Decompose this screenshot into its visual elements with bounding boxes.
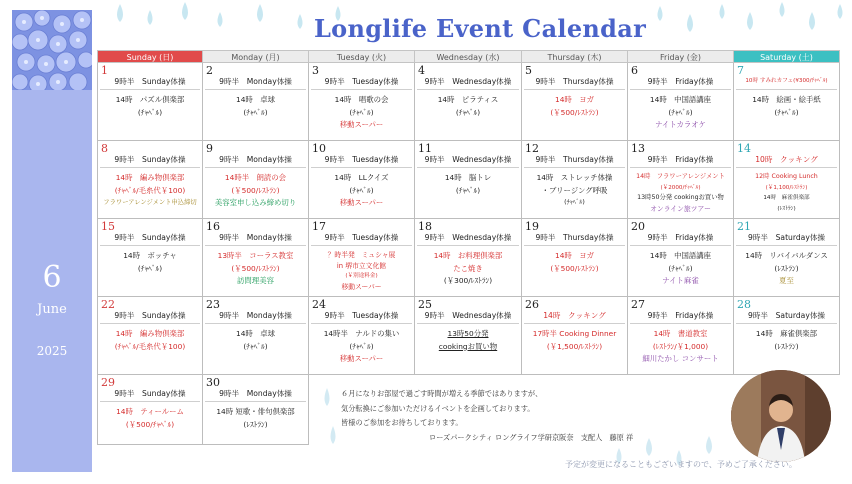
manager-message: [341, 387, 633, 445]
event-line: フラワーアレンジメント申込締切: [103, 199, 197, 206]
event-line: (ﾁｬﾍﾞﾙ): [564, 199, 585, 206]
side-day: 6: [42, 260, 62, 295]
afternoon-events: [417, 94, 519, 119]
event-line: in 堺市立文化館: [336, 261, 387, 270]
day-cell: [97, 375, 203, 445]
event-line: (ﾚｽﾄﾗﾝ): [243, 419, 268, 429]
day-cell: [97, 141, 203, 219]
day-number: 18: [418, 220, 432, 233]
afternoon-events: [311, 250, 412, 292]
message-line: ６月になりお部屋で過ごす時間が増える季節ではありますが、: [341, 389, 543, 398]
divider: [524, 167, 625, 168]
event-line: 14時 お料理倶楽部: [433, 251, 503, 260]
side-year: 2025: [36, 344, 68, 358]
afternoon-events: [524, 328, 625, 353]
divider: [630, 323, 731, 324]
event-line: 14時 ヨガ: [555, 95, 594, 104]
day-cell: [734, 297, 840, 375]
morning-event: 9時半 Tuesday体操: [324, 77, 399, 86]
divider: [205, 401, 306, 402]
event-line: (￥500/ﾚｽﾄﾗﾝ): [231, 263, 280, 273]
event-line: 14時 編み物倶楽部: [115, 329, 185, 338]
event-line: 14時 絵画・絵手紙: [752, 95, 821, 104]
divider: [311, 167, 412, 168]
day-number: 23: [206, 298, 220, 311]
afternoon-events: [417, 172, 519, 197]
afternoon-events: [417, 328, 519, 353]
day-cell: [628, 63, 734, 141]
divider: [311, 89, 412, 90]
message-line: 気分転換にご参加いただけるイベントを企画しております。: [341, 403, 535, 413]
day-cell: [97, 219, 203, 297]
event-line: (￥500/ﾚｽﾄﾗﾝ): [550, 107, 599, 117]
morning-event: 9時半 Sunday体操: [114, 389, 186, 398]
morning-event: 9時半 Tuesday体操: [324, 311, 399, 320]
day-cell: [203, 63, 309, 141]
event-line: (ﾁｬﾍﾞﾙ): [349, 185, 374, 195]
divider: [205, 89, 306, 90]
event-line: ？時半発 ミュシャ展: [327, 251, 396, 259]
day-cell: [734, 141, 840, 219]
divider: [524, 323, 625, 324]
day-number: 8: [101, 142, 108, 155]
divider: [311, 323, 412, 324]
day-number: 29: [101, 376, 115, 389]
message-area: [319, 378, 740, 470]
morning-event: 14時 クッキング: [543, 311, 606, 320]
day-cell: [628, 141, 734, 219]
afternoon-events: [417, 250, 519, 288]
day-number: 16: [206, 220, 220, 233]
weekday-label: Thursday (木): [522, 50, 628, 63]
morning-event: 9時半 Tuesday体操: [324, 233, 399, 242]
day-number: 24: [312, 298, 326, 311]
day-cell: [415, 297, 522, 375]
morning-event: 9時半 Monday体操: [219, 233, 292, 242]
event-line: (ﾁｬﾍﾞﾙ): [137, 263, 163, 273]
divider: [417, 167, 519, 168]
day-cell: [97, 297, 203, 375]
event-line: (￥1,100/ﾚｽﾄﾗﾝ): [765, 184, 808, 191]
message-signature: ローズパークシティ ロングライフ学研京阪奈 支配人 藤原 祥: [429, 432, 634, 442]
day-cell: [415, 219, 522, 297]
day-number: 10: [312, 142, 326, 155]
afternoon-events: [630, 250, 731, 288]
day-cell: [309, 297, 415, 375]
divider: [417, 89, 519, 90]
afternoon-events: [736, 172, 837, 214]
event-line: 14時 パズル倶楽部: [115, 95, 185, 104]
afternoon-events: [205, 172, 306, 210]
afternoon-events: [736, 250, 837, 288]
event-line: ・ブリージング呼吸: [541, 185, 608, 195]
event-line: ナイトカラオケ: [655, 120, 706, 129]
day-number: 11: [418, 142, 432, 155]
event-line: (ﾁｬﾍﾞﾙ): [349, 341, 374, 351]
event-line: 14時 LLクイズ: [334, 173, 389, 182]
event-line: (￥500/ﾚｽﾄﾗﾝ): [231, 185, 280, 195]
hydrangea-image: [12, 10, 92, 90]
day-cell: [203, 297, 309, 375]
afternoon-events: [630, 328, 731, 366]
event-line: 移動スーパー: [339, 120, 384, 129]
morning-event: 9時半 Wednesday体操: [424, 77, 512, 86]
divider: [417, 245, 519, 246]
afternoon-events: [205, 406, 306, 431]
weekday-label: Wednesday (水): [415, 50, 522, 63]
event-line: 14時 ピラティス: [437, 95, 499, 104]
day-number: 26: [525, 298, 539, 311]
event-line: オンライン旅ツアー: [650, 204, 711, 213]
morning-event: 9時半 Saturday体操: [747, 311, 826, 320]
morning-event: 9時半 Wednesday体操: [424, 233, 512, 242]
morning-event: 9時半 Friday体操: [647, 233, 714, 242]
day-number: 22: [101, 298, 115, 311]
day-cell: [309, 219, 415, 297]
event-line: 12時 Cooking Lunch: [755, 173, 818, 180]
weekday-label: Monday (月): [203, 50, 309, 63]
event-line: (￥1,500/ﾚｽﾄﾗﾝ): [546, 341, 603, 351]
afternoon-events: [205, 250, 306, 288]
morning-event: 9時半 Monday体操: [219, 389, 292, 398]
morning-event: 9時半 Sunday体操: [114, 233, 186, 242]
day-cell: [203, 375, 309, 445]
morning-event: 9時半 Sunday体操: [114, 311, 186, 320]
divider: [736, 323, 837, 324]
day-cell: [309, 63, 415, 141]
side-panel: [12, 10, 92, 472]
event-line: (ﾁｬﾍﾞﾙ): [668, 263, 693, 273]
event-line: 14時半 ナルドの集い: [323, 329, 400, 338]
day-number: 15: [101, 220, 115, 233]
morning-event: 9時半 Wednesday体操: [424, 155, 512, 164]
event-line: 13時50分発: [447, 329, 489, 338]
morning-event: 9時半 Thursday体操: [535, 233, 614, 242]
day-number: 27: [631, 298, 645, 311]
morning-event: 9時半 Friday体操: [647, 311, 714, 320]
divider: [736, 167, 837, 168]
day-cell: [415, 63, 522, 141]
event-line: 14時 中国語講座: [649, 251, 712, 260]
divider: [100, 89, 200, 90]
divider: [100, 401, 200, 402]
side-month: June: [37, 302, 67, 317]
event-line: 14時 ティールーム: [116, 407, 184, 416]
day-number: 4: [418, 64, 425, 77]
event-line: 移動スーパー: [339, 354, 384, 363]
afternoon-events: [100, 172, 200, 210]
day-cell: [522, 297, 628, 375]
morning-event: 9時半 Friday体操: [647, 155, 714, 164]
day-number: 6: [631, 64, 638, 77]
event-line: cookingお買い物: [438, 341, 498, 351]
divider: [736, 89, 837, 90]
divider: [205, 323, 306, 324]
event-line: (ﾁｬﾍﾞﾙ): [455, 185, 481, 195]
afternoon-events: [736, 328, 837, 353]
day-number: 14: [737, 142, 751, 155]
event-line: 17時半 Cooking Dinner: [532, 329, 617, 338]
day-cell: [522, 219, 628, 297]
day-number: 7: [737, 64, 744, 77]
event-line: 14時 ボッチャ: [123, 251, 177, 260]
event-line: 14時 ストレッチ体操: [536, 173, 613, 182]
event-line: (ﾁｬﾍﾞﾙ): [349, 107, 374, 117]
day-cell: [522, 63, 628, 141]
day-number: 1: [101, 64, 108, 77]
day-number: 2: [206, 64, 213, 77]
afternoon-events: [524, 250, 625, 275]
day-cell: [734, 219, 840, 297]
footer-note: 予定が変更になることもございますので、予めご了承ください。: [565, 460, 797, 469]
morning-event: 9時半 Wednesday体操: [424, 311, 512, 320]
day-number: 19: [525, 220, 539, 233]
morning-event: 9時半 Tuesday体操: [324, 155, 399, 164]
event-line: 14時 ヨガ: [555, 251, 594, 260]
event-line: (ﾚｽﾄﾗﾝ/￥1,000): [652, 341, 709, 351]
event-line: 14時半 朗読の会: [224, 173, 287, 182]
afternoon-events: [100, 406, 200, 431]
day-cell: [97, 63, 203, 141]
event-line: 14時 書道教室: [653, 329, 708, 338]
event-line: 14時 麻雀倶楽部: [755, 329, 818, 338]
divider: [630, 89, 731, 90]
weekday-label: Saturday (土): [734, 50, 840, 63]
event-line: (ﾁｬﾍﾞﾙ): [243, 107, 268, 117]
afternoon-events: [630, 94, 731, 132]
manager-photo: [731, 370, 831, 462]
day-number: 30: [206, 376, 220, 389]
day-number: 5: [525, 64, 532, 77]
event-line: 細川たかし コンサート: [642, 354, 719, 363]
divider: [205, 245, 306, 246]
divider: [630, 167, 731, 168]
divider: [205, 167, 306, 168]
event-line: 14時 編み物倶楽部: [115, 173, 185, 182]
divider: [630, 245, 731, 246]
event-line: ナイト麻雀: [662, 276, 699, 285]
event-line: 14時 卓球: [236, 95, 275, 104]
morning-event: 10時 クッキング: [755, 155, 818, 164]
afternoon-events: [205, 94, 306, 119]
day-number: 17: [312, 220, 326, 233]
afternoon-events: [100, 94, 200, 119]
morning-event: 9時半 Monday体操: [219, 155, 292, 164]
event-line: (ﾁｬﾍﾞﾙ): [668, 107, 693, 117]
day-cell: [628, 297, 734, 375]
morning-event: 9時半 Saturday体操: [747, 233, 826, 242]
divider: [524, 245, 625, 246]
morning-event: 9時半 Monday体操: [219, 77, 292, 86]
weekday-label: Friday (金): [628, 50, 734, 63]
weekday-label: Sunday (日): [97, 50, 203, 63]
event-line: 14時 唱歌の会: [334, 95, 389, 104]
event-line: (￥300/ﾚｽﾄﾗﾝ): [443, 276, 493, 285]
afternoon-events: [311, 172, 412, 210]
day-number: 25: [418, 298, 432, 311]
afternoon-events: [311, 328, 412, 366]
event-line: 13時半 コーラス教室: [217, 251, 294, 260]
event-line: 移動スーパー: [341, 282, 382, 291]
day-cell: [415, 141, 522, 219]
divider: [100, 167, 200, 168]
day-number: 3: [312, 64, 319, 77]
event-line: (ﾁｬﾍﾞﾙ): [455, 107, 481, 117]
morning-event: 9時半 Sunday体操: [114, 77, 186, 86]
divider: [100, 323, 200, 324]
morning-event: 9時半 Thursday体操: [535, 77, 614, 86]
day-cell: [734, 63, 840, 141]
day-number: 12: [525, 142, 539, 155]
afternoon-events: [311, 94, 412, 132]
event-line: (￥別途料金): [345, 273, 378, 279]
afternoon-events: [100, 250, 200, 275]
event-line: (￥500/ﾁｬﾍﾞﾙ): [125, 419, 175, 429]
event-line: (ﾁｬﾍﾞﾙ/毛糸代￥100): [114, 185, 186, 195]
afternoon-events: [205, 328, 306, 353]
morning-event: 9時半 Friday体操: [647, 77, 714, 86]
event-line: 14時 中国語講座: [649, 95, 712, 104]
divider: [311, 245, 412, 246]
event-line: 14時 麻雀倶楽部: [763, 195, 810, 201]
event-line: (￥500/ﾚｽﾄﾗﾝ): [550, 263, 599, 273]
day-number: 13: [631, 142, 645, 155]
event-line: 14時 卓球: [236, 329, 275, 338]
morning-event: 9時半 Sunday体操: [114, 155, 186, 164]
event-line: (ﾁｬﾍﾞﾙ): [774, 107, 799, 117]
afternoon-events: [524, 94, 625, 119]
event-line: 美容室申し込み締め切り: [214, 198, 297, 207]
divider: [736, 245, 837, 246]
afternoon-events: [736, 94, 837, 119]
event-line: 移動スーパー: [339, 198, 384, 207]
afternoon-events: [630, 172, 731, 214]
event-line: (ﾚｽﾄﾗﾝ): [774, 263, 799, 273]
event-line: (ﾁｬﾍﾞﾙ): [137, 107, 163, 117]
day-number: 28: [737, 298, 751, 311]
event-line: (ﾁｬﾍﾞﾙ/毛糸代￥100): [114, 341, 186, 351]
message-line: 皆様のご参加をお待ちしております。: [341, 418, 463, 427]
divider: [524, 89, 625, 90]
event-line: (ﾚｽﾄﾗﾝ): [777, 205, 796, 212]
morning-event: 10時 すみれカフェ(¥300/ﾁｬﾍﾞﾙ): [745, 78, 828, 84]
afternoon-events: [100, 328, 200, 353]
event-line: 13時50分発 cookingお買い物: [637, 194, 724, 201]
afternoon-events: [524, 172, 625, 210]
event-line: 14時 フラワーアレンジメント: [636, 173, 725, 180]
day-cell: [628, 219, 734, 297]
divider: [417, 323, 519, 324]
page-title: Longlife Event Calendar: [313, 14, 647, 43]
event-line: 14時 脳トレ: [444, 173, 492, 182]
weekday-header: [97, 50, 840, 63]
day-cell: [309, 141, 415, 219]
event-line: (ﾚｽﾄﾗﾝ): [774, 341, 799, 351]
day-cell: [522, 141, 628, 219]
event-line: たこ焼き: [453, 263, 483, 273]
weekday-label: Tuesday (火): [309, 50, 415, 63]
event-line: 夏至: [779, 276, 794, 285]
event-line: (￥2000/ﾁｬﾍﾞﾙ): [660, 184, 701, 191]
day-cell: [203, 141, 309, 219]
divider: [100, 245, 200, 246]
event-line: 14時 短歌・俳句倶楽部: [216, 407, 295, 416]
day-number: 20: [631, 220, 645, 233]
event-line: 訪問理美容: [237, 276, 274, 285]
day-number: 9: [206, 142, 213, 155]
day-cell: [203, 219, 309, 297]
morning-event: 9時半 Monday体操: [219, 311, 292, 320]
event-line: (ﾁｬﾍﾞﾙ): [243, 341, 268, 351]
event-line: 14時 リバイバルダンス: [745, 251, 828, 260]
day-number: 21: [737, 220, 751, 233]
morning-event: 9時半 Thursday体操: [535, 155, 614, 164]
